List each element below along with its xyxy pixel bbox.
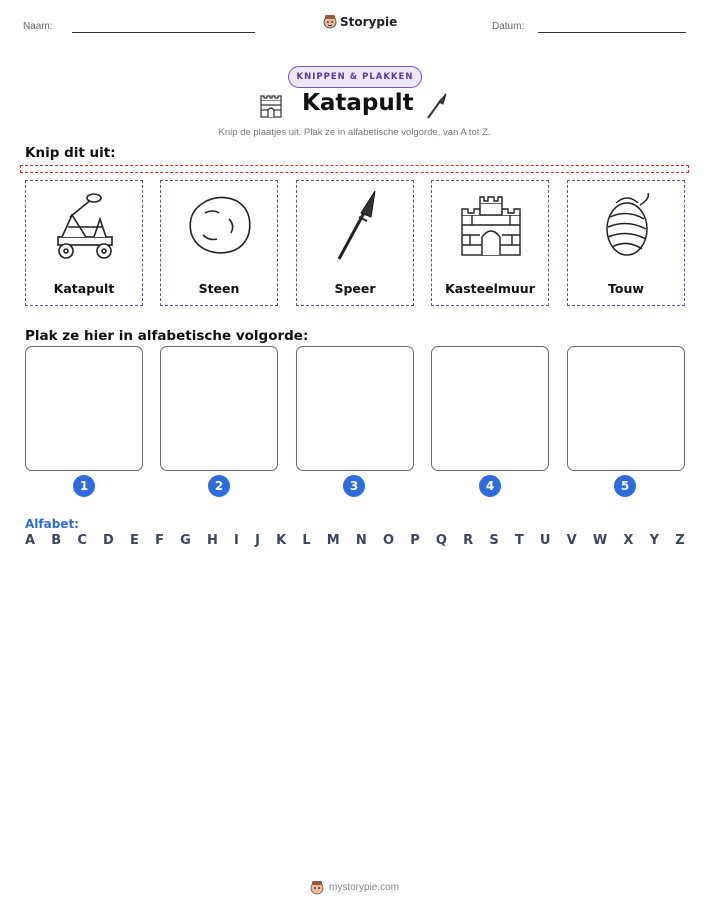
alphabet-letter: V [566,533,577,548]
date-line[interactable] [538,32,686,33]
page-title: Katapult [302,90,414,116]
paste-box-3[interactable] [296,346,414,471]
catapult-icon [50,189,120,265]
alphabet-letter: Y [649,533,660,548]
number-badge-3: 3 [343,475,365,497]
alphabet-letter: N [355,533,367,548]
spear-icon [321,189,391,265]
alphabet-row [25,533,685,548]
alphabet-letter: E [130,533,139,548]
number-badge-2: 2 [208,475,230,497]
alphabet-letter: R [463,533,474,548]
alphabet-letter: C [77,533,87,548]
castle-wall-icon [456,189,526,265]
castle-icon [258,94,284,118]
paste-box-4[interactable] [431,346,549,471]
card-label: Kasteelmuur [445,281,535,296]
card-label: Katapult [53,281,115,296]
alphabet-letter: I [234,533,239,548]
spear-title-icon [424,92,448,120]
alphabet-letter: L [302,533,311,548]
alphabet-letter: P [410,533,420,548]
paste-box-1[interactable] [25,346,143,471]
footer [0,880,709,895]
alphabet-letter: T [514,533,524,548]
alphabet-letter: K [276,533,287,548]
card-katapult[interactable] [25,180,143,306]
stone-icon [185,189,255,265]
alphabet-letter: M [326,533,340,548]
card-label: Speer [334,281,376,296]
card-touw[interactable] [567,180,685,306]
card-speer[interactable] [296,180,414,306]
card-label: Touw [608,281,644,296]
storypie-mascot-icon [323,14,337,29]
paste-heading: Plak ze hier in alfabetische volgorde: [25,328,309,344]
number-badge-5: 5 [614,475,636,497]
number-badge-1: 1 [73,475,95,497]
alphabet-letter: W [592,533,608,548]
name-line[interactable] [72,32,255,33]
alphabet-letter: J [255,533,260,548]
cut-heading: Knip dit uit: [25,145,116,161]
alphabet-letter: D [103,533,114,548]
rope-icon [592,189,662,265]
alphabet-letter: X [623,533,634,548]
activity-badge: KNIPPEN & PLAKKEN [288,66,422,88]
cut-line [20,165,689,173]
alphabet-letter: G [180,533,191,548]
alphabet-letter: O [382,533,395,548]
card-steen[interactable] [160,180,278,306]
paste-box-5[interactable] [567,346,685,471]
alphabet-letter: F [155,533,164,548]
alphabet-letter: U [539,533,551,548]
number-badge-4: 4 [479,475,501,497]
paste-box-2[interactable] [160,346,278,471]
alphabet-letter: A [25,533,36,548]
alphabet-letter: B [51,533,62,548]
name-label: Naam: [23,21,53,32]
instructions: Knip de plaatjes uit. Plak ze in alfabetische volgorde, van A tot Z. [218,127,491,138]
brand-name: Storypie [340,14,398,29]
alphabet-title: Alfabet: [25,517,79,531]
storypie-mascot-icon [310,880,324,895]
alphabet-letter: H [206,533,218,548]
alphabet-letter: Z [675,533,685,548]
alphabet-letter: S [489,533,499,548]
card-label: Steen [198,281,240,296]
alphabet-letter: Q [435,533,447,548]
brand-logo [323,14,397,29]
date-label: Datum: [492,21,525,32]
footer-url[interactable]: mystorypie.com [328,882,399,893]
card-kasteelmuur[interactable] [431,180,549,306]
